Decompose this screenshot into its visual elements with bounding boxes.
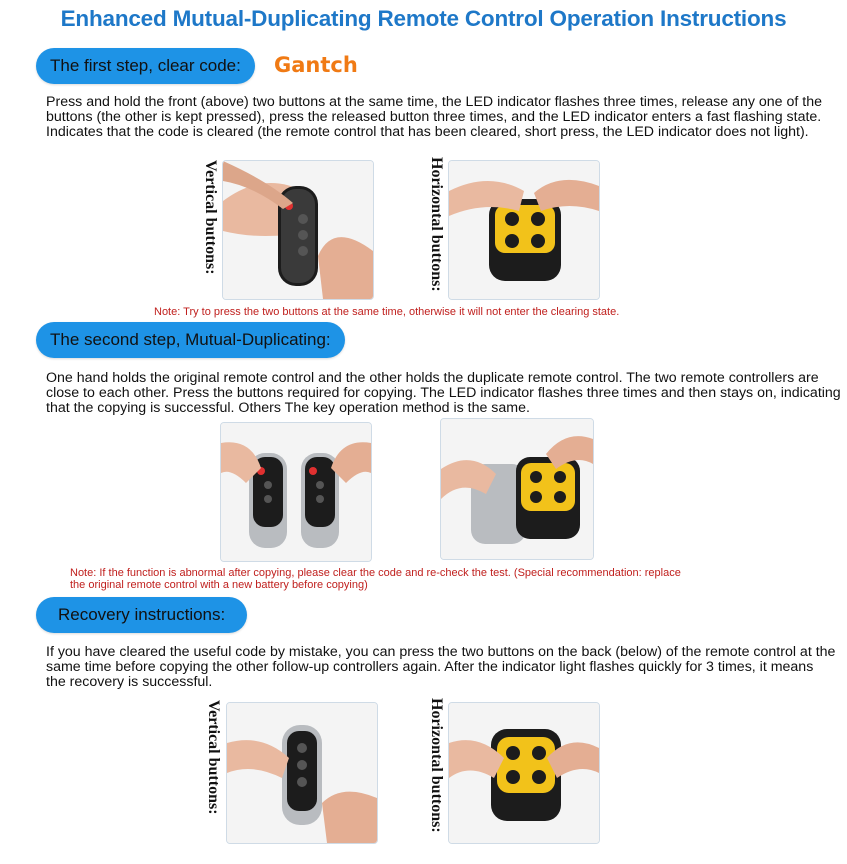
step1-vertical-label: Vertical buttons: (202, 160, 219, 275)
brand-logo-text: Gantch (274, 53, 358, 77)
recovery-horizontal-label: Horizontal buttons: (428, 698, 445, 833)
step2-note-line2: the original remote control with a new battery before copying) (70, 579, 368, 591)
page-title: Enhanced Mutual-Duplicating Remote Control Operation Instructions (60, 6, 787, 31)
horizontal-remote-copy-photo (440, 418, 594, 560)
vertical-remote-copy-photo (220, 422, 372, 562)
recovery-heading: Recovery instructions: (36, 597, 247, 633)
step1-horizontal-label: Horizontal buttons: (428, 157, 445, 292)
step1-heading: The first step, clear code: (36, 48, 255, 84)
horizontal-remote-clear-photo (448, 160, 600, 300)
recovery-instructions: If you have cleared the useful code by mistake, you can press the two buttons on the back (below) of the remote control at the same time before copying the other follow-up controllers again. After the indicator light flashes quickly for 3 times, it means the recovery is successful. (46, 644, 836, 690)
vertical-remote-clear-photo (222, 160, 374, 300)
recovery-vertical-label: Vertical buttons: (205, 700, 222, 815)
step2-note-line1: Note: If the function is abnormal after copying, please clear the code and re-check the test. (Special recommendation: replace (70, 567, 681, 579)
step2-instructions: One hand holds the original remote control and the other holds the duplicate remote control. The two remote controllers are close to each other. Press the buttons required for copying. The LED indicator flashes three times and then stays on, indicating that the copying is successful. Others The key operation method is the same. (46, 370, 841, 416)
step1-note: Note: Try to press the two buttons at the same time, otherwise it will not enter the clearing state. (154, 306, 620, 318)
step2-heading: The second step, Mutual-Duplicating: (36, 322, 345, 358)
horizontal-remote-recovery-photo (448, 702, 600, 844)
vertical-remote-recovery-photo (226, 702, 378, 844)
step1-instructions: Press and hold the front (above) two buttons at the same time, the LED indicator flashes three times, release any one of the buttons (the other is kept pressed), press the released button three times, and the LED indicator enters a fast flashing state. Indicates that the code is cleared (the remote control that has been cleared, short press, the LED indicator does not light). (46, 94, 823, 140)
